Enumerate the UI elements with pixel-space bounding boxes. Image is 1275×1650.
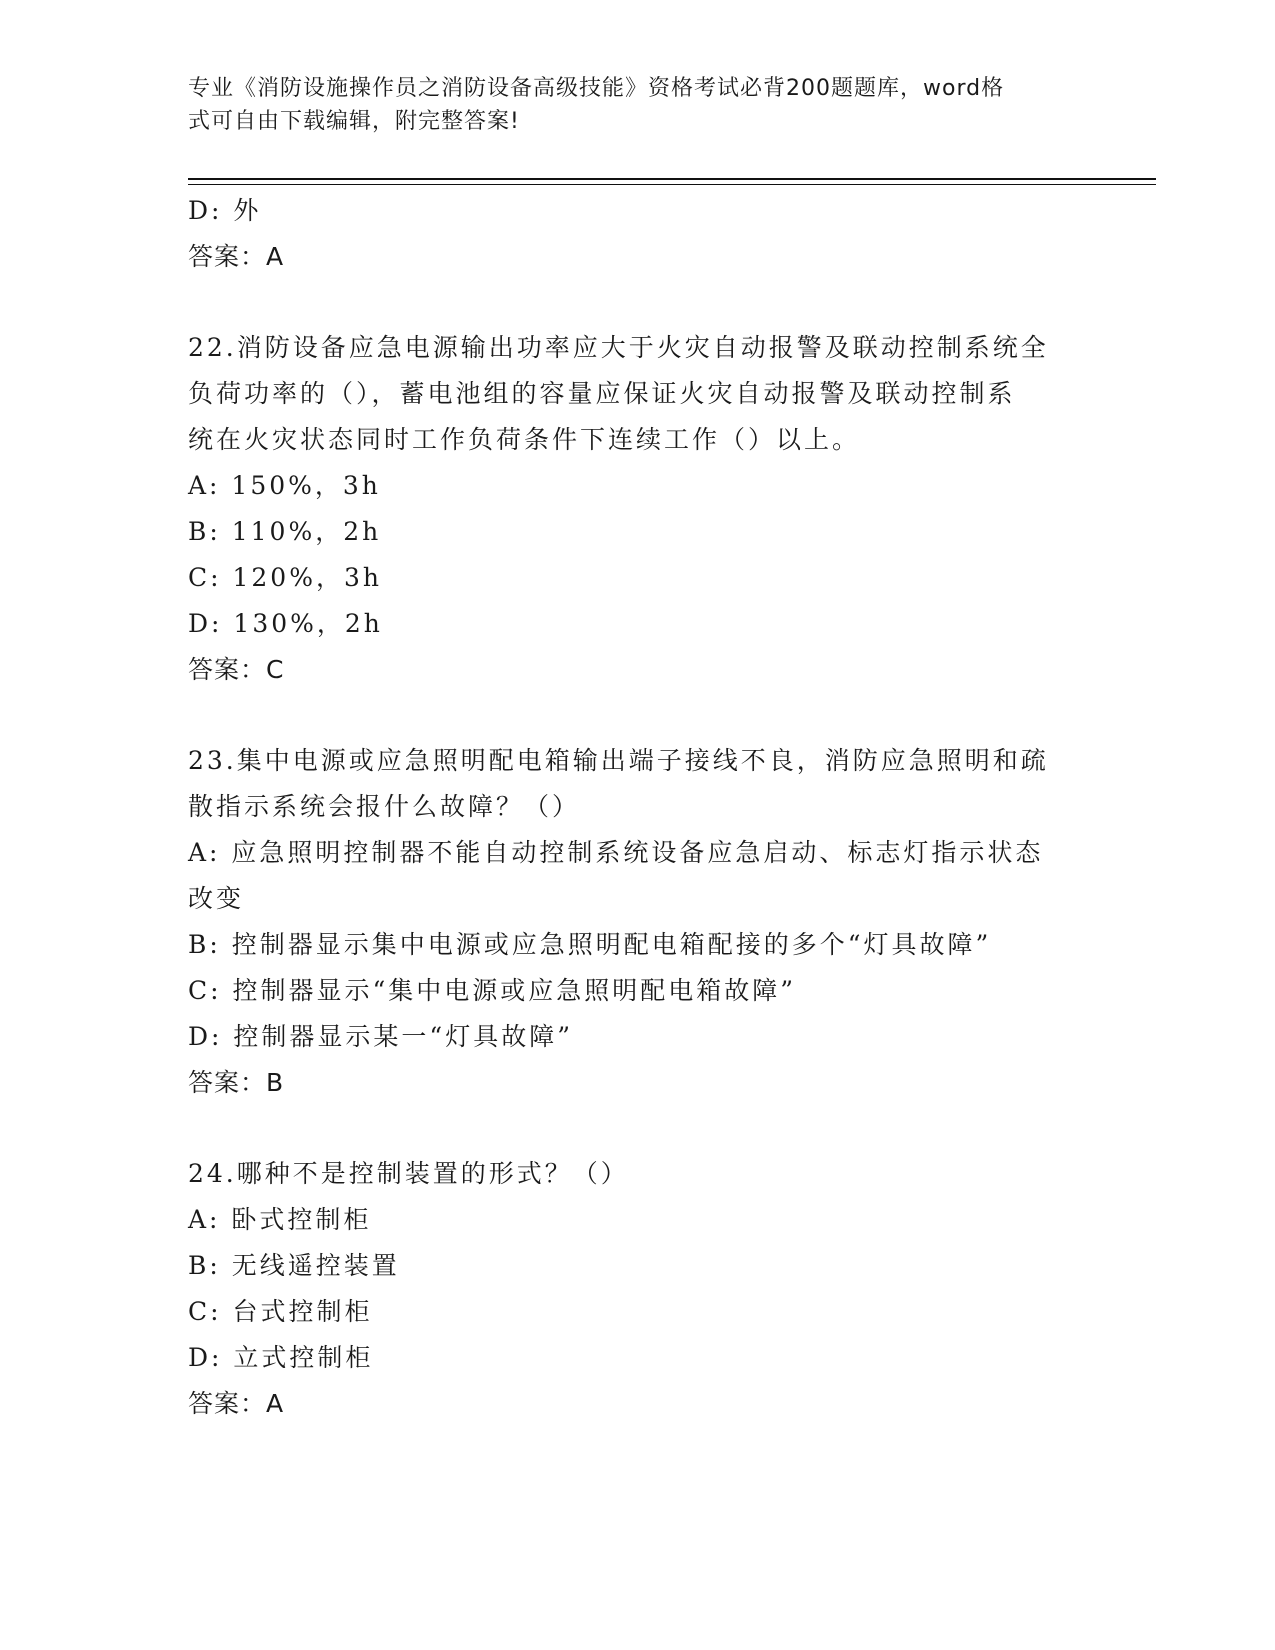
- option-c: C: 120%，3h: [188, 563, 382, 592]
- header-line-2: 式可自由下载编辑，附完整答案!: [188, 109, 520, 134]
- spacer: [188, 280, 1088, 325]
- page-header: [188, 72, 1068, 138]
- spacer: [188, 693, 1088, 738]
- option-b: B: 110%，2h: [188, 517, 382, 546]
- header-divider-thin: [188, 184, 1156, 185]
- question-list: [188, 188, 1088, 1427]
- spacer: [188, 1106, 1088, 1151]
- option-b: B: 控制器显示集中电源或应急照明配电箱配接的多个“灯具故障”: [188, 930, 992, 959]
- option-d: D: 立式控制柜: [188, 1343, 374, 1372]
- question-23: [188, 738, 1088, 1106]
- option-a: A: 卧式控制柜: [188, 1205, 372, 1234]
- answer-line: 答案：C: [188, 655, 285, 684]
- question-22: [188, 325, 1088, 693]
- option-d: D: 外: [188, 196, 262, 225]
- header-divider-thick: [188, 178, 1156, 180]
- option-c: C: 控制器显示“集中电源或应急照明配电箱故障”: [188, 976, 797, 1005]
- option-d: D: 控制器显示某一“灯具故障”: [188, 1022, 573, 1051]
- option-b: B: 无线遥控装置: [188, 1251, 400, 1280]
- question-stem-line: 统在火灾状态同时工作负荷条件下连续工作（）以上。: [188, 425, 861, 454]
- answer-line: 答案：A: [188, 1389, 285, 1418]
- header-line-1: 专业《消防设施操作员之消防设备高级技能》资格考试必背200题题库，word格: [188, 76, 1005, 101]
- option-a-continued: 改变: [188, 884, 245, 913]
- question-stem-line: 23.集中电源或应急照明配电箱输出端子接线不良，消防应急照明和疏: [188, 746, 1049, 775]
- answer-line: 答案：A: [188, 242, 285, 271]
- option-a: A: 150%，3h: [188, 471, 381, 500]
- answer-line: 答案：B: [188, 1068, 285, 1097]
- question-21-tail: [188, 188, 1088, 280]
- question-stem-line: 24.哪种不是控制装置的形式？（）: [188, 1159, 629, 1188]
- option-a: A: 应急照明控制器不能自动控制系统设备应急启动、标志灯指示状态: [188, 838, 1044, 867]
- question-stem-line: 负荷功率的（），蓄电池组的容量应保证火灾自动报警及联动控制系: [188, 379, 1016, 408]
- question-stem-line: 散指示系统会报什么故障？（）: [188, 792, 581, 821]
- option-c: C: 台式控制柜: [188, 1297, 373, 1326]
- question-24: [188, 1151, 1088, 1427]
- option-d: D: 130%，2h: [188, 609, 383, 638]
- question-stem-line: 22.消防设备应急电源输出功率应大于火灾自动报警及联动控制系统全: [188, 333, 1049, 362]
